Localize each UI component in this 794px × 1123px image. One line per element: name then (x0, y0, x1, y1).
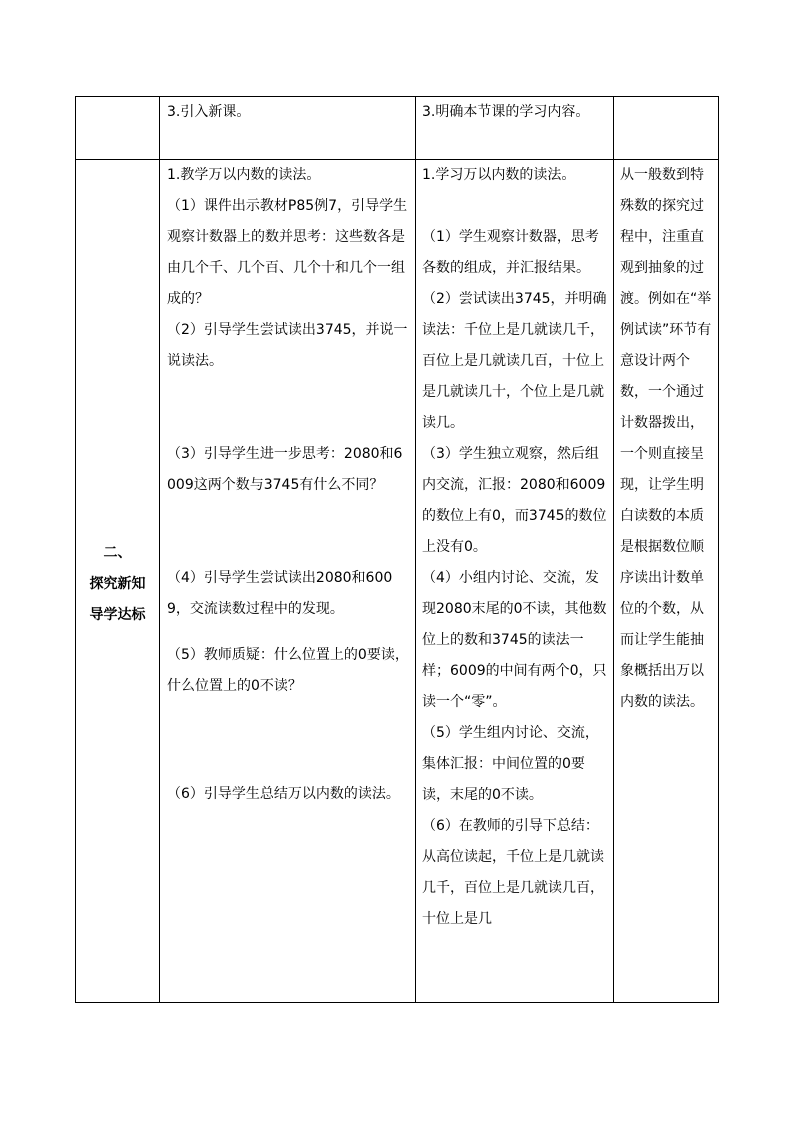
student-activity-cell (416, 160, 614, 1003)
teacher-step: （3）引导学生进一步思考：2080和6009这两个数与3745有什么不同？ (167, 446, 403, 493)
student-step: （6）在教师的引导下总结：从高位读起，千位上是几就读几千，百位上是几就读几百，十位上是几 (422, 818, 604, 927)
teacher-step: （4）引导学生尝试读出2080和6009，交流读数过程中的发现。 (167, 570, 393, 617)
stage-cell (76, 160, 160, 1003)
teacher-step: （2）引导学生尝试读出3745，并说一说读法。 (167, 322, 408, 369)
table-row-intro (76, 97, 719, 160)
teacher-activity-cell (160, 160, 416, 1003)
student-step: 1.学习万以内数的读法。 (422, 167, 576, 183)
student-intro-text: 3.明确本节课的学习内容。 (422, 104, 590, 120)
stage-title-line: 二、 (103, 545, 132, 561)
student-step: （4）小组内讨论、交流，发现2080末尾的0不读，其他数位上的数和3745的读法一样；6009的中间有两个0，只读一个“零”。 (422, 570, 607, 710)
design-intent-cell (614, 160, 719, 1003)
student-activity-cell (416, 97, 614, 160)
teacher-step: （1）课件出示教材P85例7，引导学生观察计数器上的数并思考：这些数各是由几个千、几个百、几个十和几个一组成的？ (167, 198, 408, 307)
student-step: （1）学生观察计数器，思考各数的组成，并汇报结果。 (422, 229, 599, 276)
teacher-activity-cell (160, 97, 416, 160)
stage-cell-empty (76, 97, 160, 160)
lesson-plan-table (75, 96, 719, 1003)
stage-title-line: 探究新知 (89, 576, 146, 592)
teacher-intro-text: 3.引入新课。 (167, 104, 251, 120)
teacher-step: （5）教师质疑：什么位置上的0要读，什么位置上的0不读？ (167, 647, 409, 694)
student-step: （2）尝试读出3745，并明确读法：千位上是几就读几千，百位上是几就读几百，十位上是几就读几十，个位上是几就读几。 (422, 291, 607, 431)
student-step: （5）学生组内讨论、交流，集体汇报：中间位置的0要读，末尾的0不读。 (422, 725, 599, 803)
table-row-explore (76, 160, 719, 1003)
design-intent-text: 从一般数到特殊数的探究过程中，注重直观到抽象的过渡。例如在“举例试读”环节有意设计两个数，一个通过计数器拨出，一个则直接呈现，让学生明白读数的本质是根据数位顺序读出计数单位的个数，从而让学生能抽象概括出万以内数的读法。 (620, 167, 712, 710)
stage-title-line: 导学达标 (89, 607, 146, 623)
stage-title (76, 538, 159, 631)
student-step: （3）学生独立观察，然后组内交流，汇报：2080和6009的数位上有0，而3745的数位上没有0。 (422, 446, 607, 555)
design-intent-cell-empty (614, 97, 719, 160)
teacher-step: 1.教学万以内数的读法。 (167, 167, 321, 183)
teacher-step: （6）引导学生总结万以内数的读法。 (167, 786, 400, 802)
